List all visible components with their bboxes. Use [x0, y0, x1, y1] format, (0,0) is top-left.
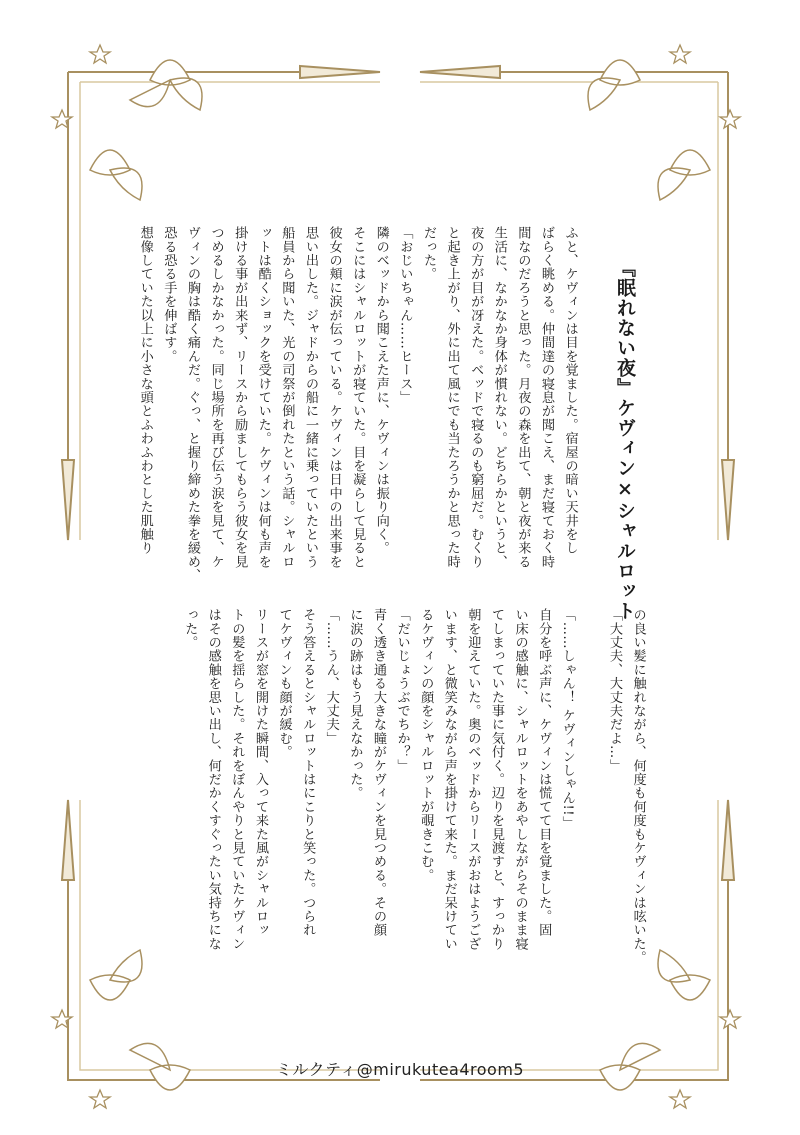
- bottom_block-line: に涙の跡はもう見えなかった。: [347, 608, 363, 800]
- top_block-line: 彼女の頬に涙が伝っている。ケヴィンは日中の出来事を: [326, 226, 342, 569]
- story-title: 『眠れない夜』ケヴィン×シャルロット: [614, 258, 636, 621]
- top_block-line: つめるしかなかった。同じ場所を再び伝う涙を見て、ケ: [208, 226, 224, 569]
- bottom_block-line: てケヴィンも顔が緩む。: [276, 608, 292, 759]
- bottom_block-line: った。: [182, 608, 198, 650]
- bottom_block-line: います、と微笑みながら声を掛けて来た。まだ呆けてい: [441, 608, 457, 951]
- top_block-line: ばらく眺める。仲間達の寝息が聞こえ、まだ寝ておく時: [538, 226, 554, 569]
- top_block-line: 夜の方が目が冴えた。ベッドで寝るのも窮屈だ。むくり: [468, 226, 484, 569]
- top_block-line: ふと、ケヴィンは目を覚ました。宿屋の暗い天井をし: [562, 226, 578, 555]
- top_block-line: 恐る恐る手を伸ばす。: [161, 226, 177, 363]
- bottom_block-line: 「……うん、大丈夫」: [323, 608, 339, 745]
- top_block-line: 隣のベッドから聞こえた声に、ケヴィンは振り向く。: [373, 226, 389, 555]
- bottom_block-line: 自分を呼ぶ声に、ケヴィンは慌てて目を覚ました。固: [536, 608, 552, 937]
- top_block-line: 「おじいちゃん……ヒース」: [397, 226, 413, 405]
- top_block-line: そこにはシャルロットが寝ていた。目を凝らして見ると: [350, 226, 366, 569]
- top_block-line: 掛ける事が出来ず、リースから励ましてもらう彼女を見: [232, 226, 248, 569]
- bottom_block-line: そう答えるとシャルロットはにこりと笑った。つられ: [300, 608, 316, 937]
- bottom_block-line: 「大丈夫、大丈夫だよ…」: [606, 608, 622, 773]
- bottom_block-line: るケヴィンの顔をシャルロットが覗きこむ。: [418, 608, 434, 882]
- top_block-line: ットは酷くショックを受けていた。ケヴィンは何も声を: [255, 226, 271, 569]
- top_block-line: 船員から聞いた、光の司祭が倒れたという話。シャルロ: [279, 226, 295, 569]
- bottom_block-line: 朝を迎えていた。奥のベッドからリースがおはようござ: [465, 608, 481, 951]
- top_block-line: と起き上がり、外に出て風にでも当たろうかと思った時: [444, 226, 460, 569]
- bottom_block-line: の良い髪に触れながら、何度も何度もケヴィンは呟いた。: [630, 608, 646, 965]
- top_block-line: 生活に、なかなか身体が慣れない。どちらかというと、: [491, 226, 507, 569]
- top_block-line: 間なのだろうと思った。月夜の森を出て、朝と夜が来る: [515, 226, 531, 569]
- bottom_block-line: 「……しゃん！ ケヴィンしゃん!!」: [559, 608, 575, 830]
- top_block-line: 思い出した。ジャドからの船に一緒に乗っていたという: [302, 226, 318, 569]
- top_block-line: 想像していた以上に小さな頭とふわふわとした肌触り: [137, 226, 153, 555]
- top_block-line: だった。: [420, 226, 436, 281]
- author-credit: ミルクティ@mirukutea4room5: [275, 1060, 525, 1079]
- bottom_block-line: トの髪を揺らした。それをぼんやりと見ていたケヴィン: [229, 608, 245, 951]
- bottom_block-line: い床の感触に、シャルロットをあやしながらそのまま寝: [512, 608, 528, 951]
- top_block-line: ヴィンの胸は酷く痛んだ。ぐっ、と握り締めた拳を緩め、: [184, 226, 200, 583]
- bottom_block-line: 「だいじょうぶでちか？」: [394, 608, 410, 773]
- bottom_block-line: 青く透き通る大きな瞳がケヴィンを見つめる。その顔: [370, 608, 386, 937]
- bottom_block-line: はその感触を思い出し、何だかくすぐったい気持ちにな: [205, 608, 221, 951]
- bottom_block-line: てしまっていた事に気付く。辺りを見渡すと、すっかり: [488, 608, 504, 951]
- bottom_block-line: リースが窓を開けた瞬間、入って来た風がシャルロッ: [252, 608, 268, 937]
